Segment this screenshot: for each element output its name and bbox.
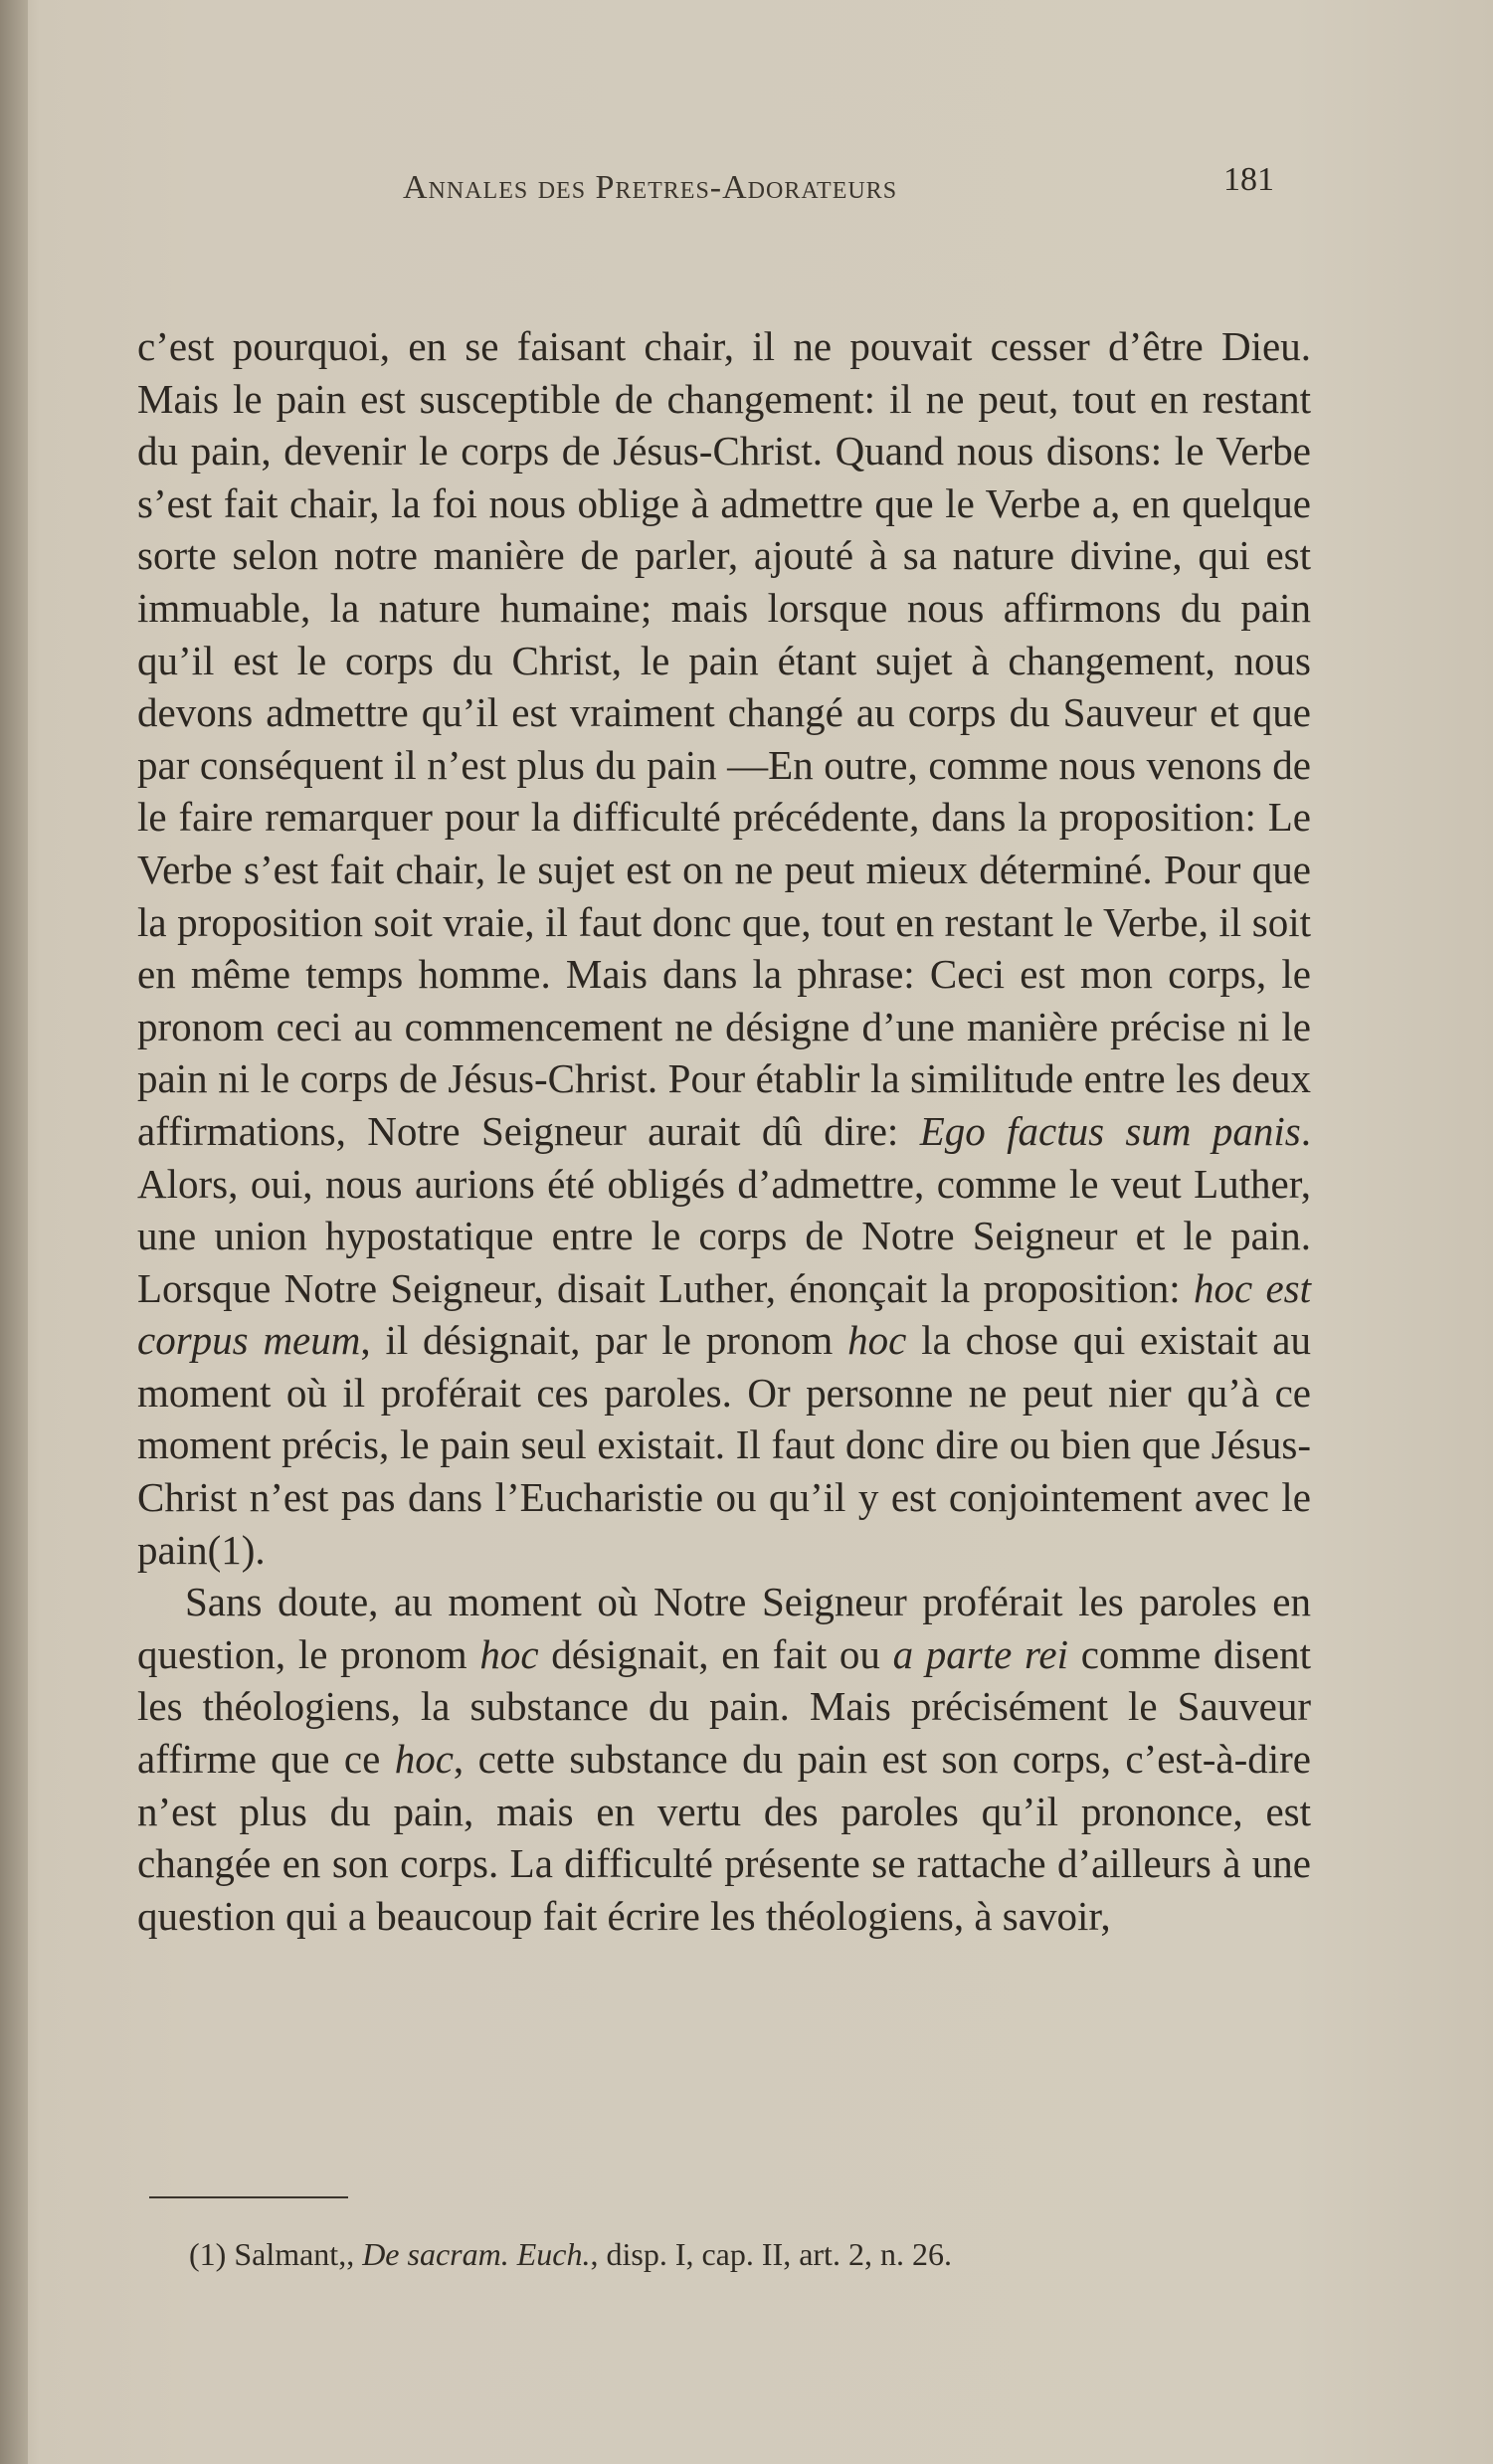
- italic-run: De sacram. Euch.: [362, 2236, 591, 2272]
- footnote: [189, 2234, 1283, 2274]
- text-run: , disp. I, cap. II, art. 2, n. 26.: [590, 2236, 952, 2272]
- body-text: [137, 320, 1311, 1942]
- text-run: Sans doute, au moment où Notre Seigneur proférait les paroles en question, le pronom: [137, 1579, 1311, 1677]
- page-number: 181: [1223, 161, 1274, 198]
- text-run: comme disent les théologiens, la substance du pain. Mais précisément le Sauveur affirme que ce: [137, 1630, 1311, 1783]
- italic-run: hoc est corpus meum: [137, 1264, 1311, 1364]
- text-run: , il désignait, par le pronom: [360, 1317, 848, 1364]
- italic-run: hoc: [394, 1736, 454, 1783]
- paragraph: [137, 320, 1311, 1576]
- footnote-rule: [149, 2196, 348, 2198]
- text-run: (1) Salmant,,: [189, 2236, 363, 2272]
- text-run: . Alors, oui, nous aurions été obligés d’admettre, comme le veut Luther, une union hypostatique entre le corps de Notre Seigneur et le pain. Lorsque Notre Seigneur, disait Luther, énonçait la proposition:: [137, 1107, 1311, 1311]
- italic-run: hoc: [847, 1317, 907, 1364]
- italic-run: Ego factus sum panis: [919, 1107, 1301, 1154]
- running-head: Annales des Pretres-Adorateurs: [403, 169, 898, 206]
- italic-run: a parte rei: [892, 1630, 1069, 1677]
- text-run: c’est pourquoi, en se faisant chair, il ne pouvait cesser d’être Dieu. Mais le pain est susceptible de changement: il ne peut, tout en restant du pain, devenir le corps de Jésus-Christ. Quand nous disons: le Verbe s’est fait chair, la foi nous oblige à admettre que le Verbe a, en quelque sorte selon notre manière de parler, ajouté à sa nature divine, qui est immuable, la nature humaine; mais lorsque nous affirmons du pain qu’il est le corps du Christ, le pain étant sujet à changement, nous devons admettre qu’il est vraiment changé au corps du Sauveur et que par conséquent il n’est plus du pain —En outre, comme nous venons de le faire remarquer pour la difficulté précédente, dans la proposition: Le Verbe s’est fait chair, le sujet est on ne peut mieux déterminé. Pour que la proposition soit vraie, il faut donc que, tout en restant le Verbe, il soit en même temps homme. Mais dans la phrase: Ceci est mon corps, le pronom ceci au commencement ne désigne d’une manière précise ni le pain ni le corps de Jésus-Christ. Pour établir la similitude entre les deux affirmations, Notre Seigneur aurait dû dire:: [137, 323, 1311, 1154]
- text-run: , cette substance du pain est son corps, c’est-à-dire n’est plus du pain, mais en vertu des paroles qu’il prononce, est changée en son corps. La difficulté présente se rattache d’ailleurs à une question qui a beaucoup fait écrire les théologiens, à savoir,: [137, 1736, 1311, 1939]
- text-run: désignait, en fait ou: [538, 1630, 893, 1677]
- book-gutter: [0, 0, 28, 2464]
- text-run: la chose qui existait au moment où il proférait ces paroles. Or personne ne peut nier qu’à ce moment précis, le pain seul existait. Il faut donc dire ou bien que Jésus-Christ n’est pas dans l’Eucharistie ou qu’il y est conjointement avec le pain(1).: [137, 1317, 1311, 1573]
- paragraph: [137, 1576, 1311, 1942]
- italic-run: hoc: [479, 1630, 539, 1677]
